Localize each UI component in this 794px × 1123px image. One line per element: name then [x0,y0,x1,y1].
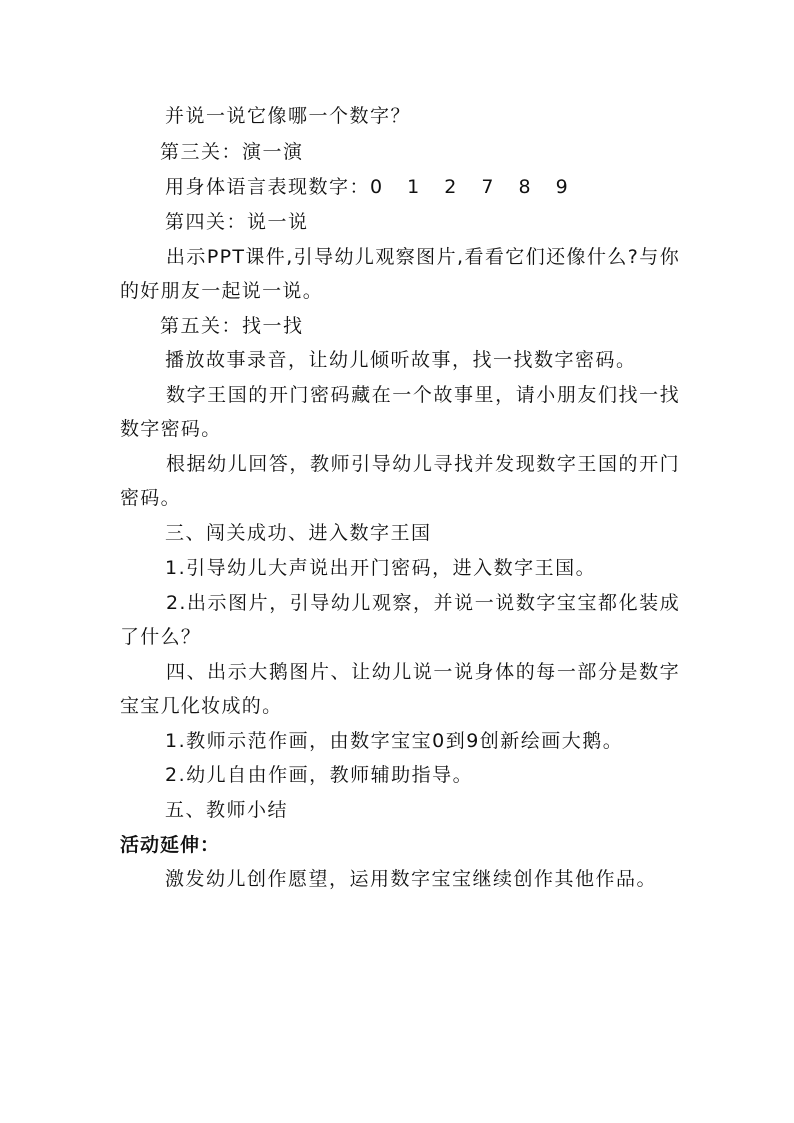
digits-sequence: 0 1 2 7 8 9 [370,176,568,198]
paragraph: 四、出示大鹅图片、让幼儿说一说身体的每一部分是数字宝宝几化妆成的。 [120,661,680,717]
text-line: 并说一说它像哪一个数字？ [165,105,412,127]
text-line-prefix: 用身体语言表现数字： [165,176,371,198]
paragraph: 数字王国的开门密码藏在一个故事里，请小朋友们找一找数字密码。 [120,384,680,440]
text-line: 播放故事录音，让幼儿倾听故事，找一找数字密码。 [165,349,637,371]
heading-activity-extension: 活动延伸： [120,834,221,856]
section-title-stage-5: 第五关：找一找 [160,315,304,337]
list-item: 1.引导幼儿大声说出开门密码，进入数字王国。 [165,557,597,579]
section-title-stage-3: 第三关：演一演 [160,141,304,163]
text-line [165,174,568,200]
section-title-stage-4: 第四关：说一说 [165,211,309,233]
section-title-3: 三、闯关成功、进入数字王国 [165,522,432,544]
text-line: 激发幼儿创作愿望，运用数字宝宝继续创作其他作品。 [165,868,658,890]
list-item: 2.幼儿自由作画，教师辅助指导。 [165,764,474,786]
paragraph: 2.出示图片，引导幼儿观察，并说一说数字宝宝都化装成了什么？ [120,592,680,648]
section-title-5: 五、教师小结 [165,799,289,821]
paragraph: 根据幼儿回答，教师引导幼儿寻找并发现数字王国的开门密码。 [120,453,680,509]
paragraph: 出示PPT课件,引导幼儿观察图片,看看它们还像什么?与你的好朋友一起说一说。 [120,246,680,302]
list-item: 1.教师示范作画，由数字宝宝0到9创新绘画大鹅。 [165,730,624,752]
